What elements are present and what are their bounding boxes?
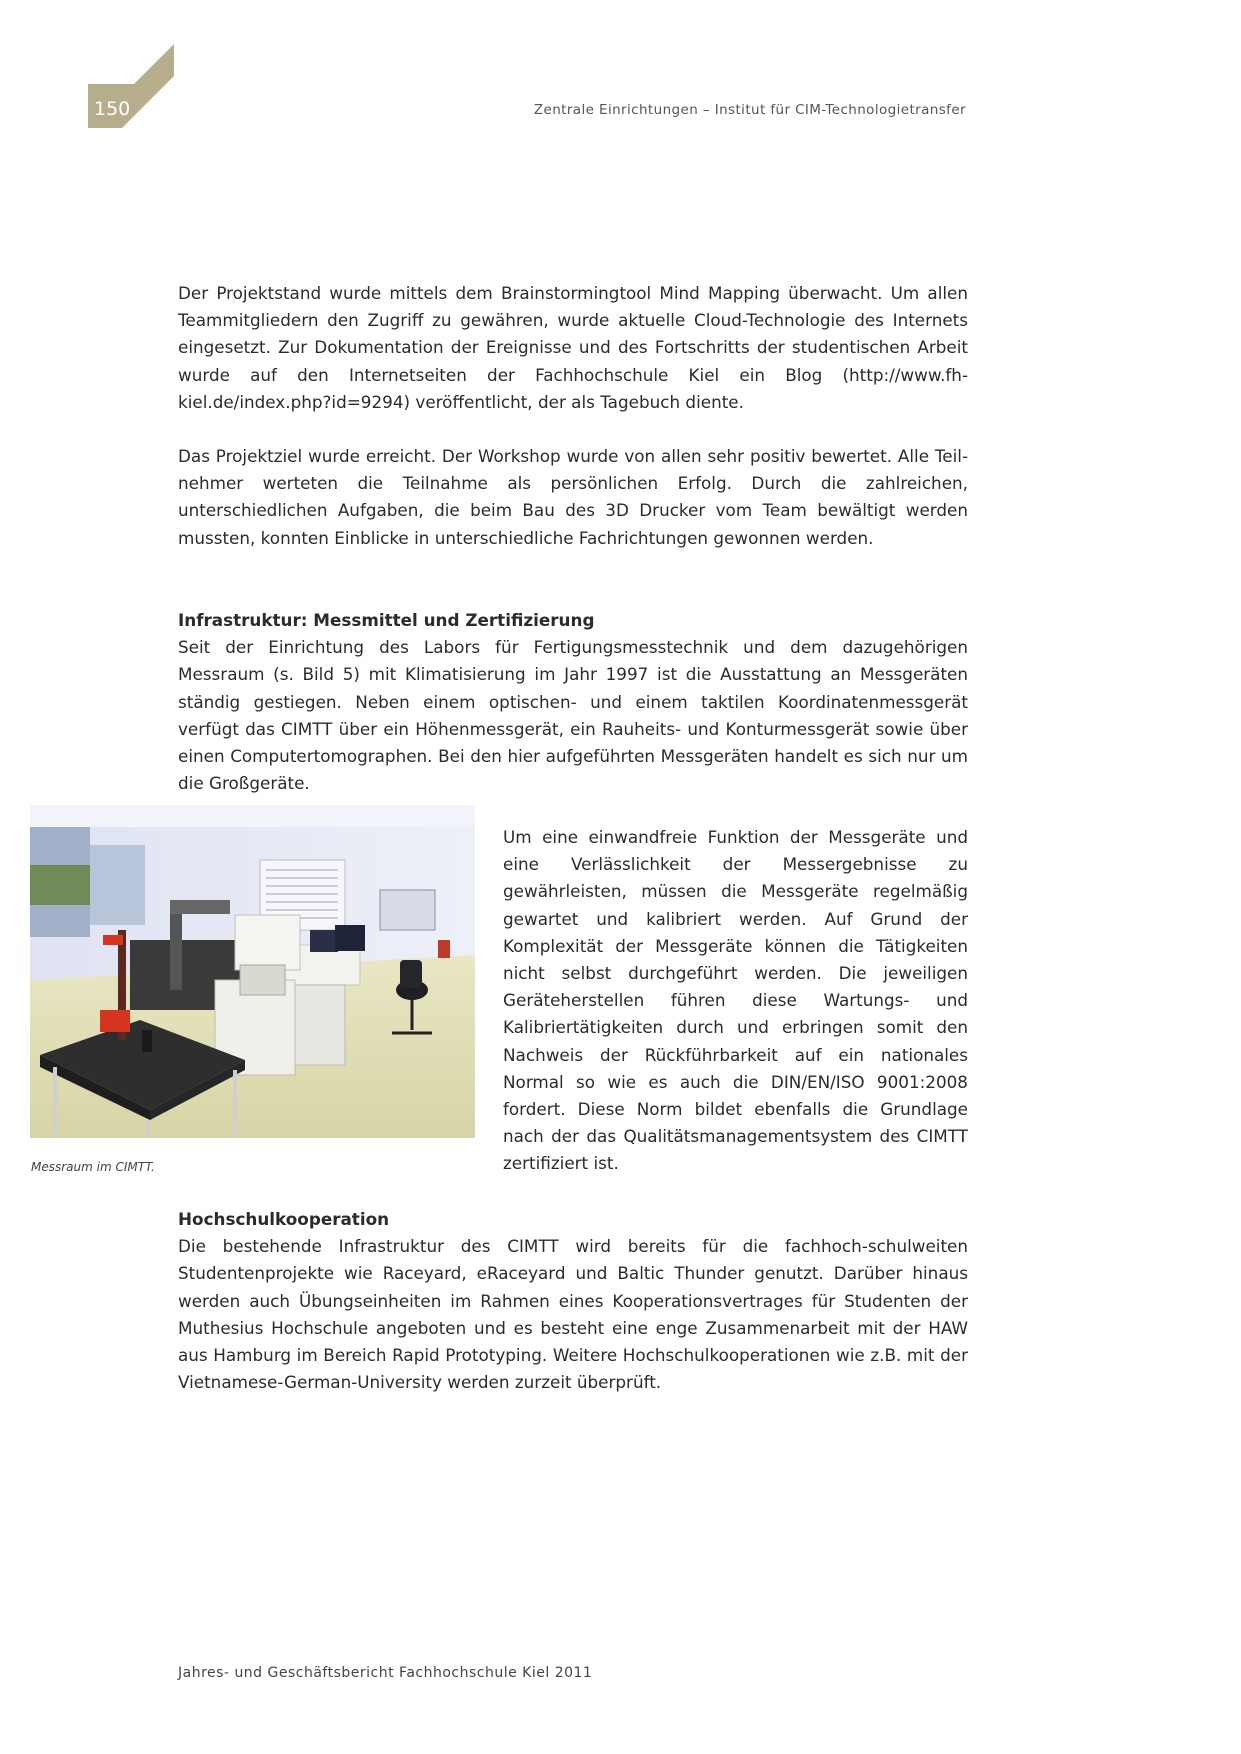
section-heading: Infrastruktur: Messmittel und Zertifizierung bbox=[178, 610, 595, 630]
paragraph-text: Das Projektziel wurde erreicht. Der Workshop wurde von allen sehr positiv bewertet. Alle Teilnehmer werteten die Teilnahme als persönlichen Erfolg. Durch die zahlreichen, unterschiedlichen Aufgaben, die beim Bau des 3D Drucker vom Team bewältigt werden mussten, konnten Einblicke in unterschiedliche Fachrichtungen gewonnen werden. bbox=[178, 446, 968, 548]
paragraph-project-goal bbox=[178, 443, 968, 552]
page-number: 150 bbox=[94, 98, 131, 120]
measuring-room-photo bbox=[30, 805, 475, 1138]
section-hochschulkooperation bbox=[178, 1206, 968, 1396]
section-body: Die bestehende Infrastruktur des CIMTT wird bereits für die fachhoch-schulweiten Studentenprojekte wie Raceyard, eRaceyard und Baltic Thunder genutzt. Darüber hinaus werden auch Übungseinheiten im Rahmen eines Kooperationsvertrages für Studenten der Muthesius Hochschule angeboten und es besteht eine enge Zusammenarbeit mit der HAW aus Hamburg im Bereich Rapid Prototyping. Weitere Hochschulkooperationen wie z.B. mit der Vietnamese-German-University werden zurzeit überprüft. bbox=[178, 1236, 968, 1393]
section-infrastruktur bbox=[178, 607, 968, 797]
photo-caption: Messraum im CIMTT. bbox=[31, 1160, 155, 1174]
section-body: Seit der Einrichtung des Labors für Fertigungsmesstechnik und dem dazugehörigen Messraum (s. Bild 5) mit Klimatisierung im Jahr 1997 ist die Ausstattung an Messgeräten ständig gestiegen. Neben einem optischen- und einem taktilen Koordinatenmessgerät verfügt das CIMTT über ein Höhenmessgerät, ein Rauheits- und Konturmessgerät sowie über einen Computertomographen. Bei den hier aufgeführten Messgeräten handelt es sich nur um die Großgeräte. bbox=[178, 637, 968, 794]
running-header: Zentrale Einrichtungen – Institut für CIM-Technologietransfer bbox=[533, 102, 966, 118]
paragraph-project-status bbox=[178, 280, 968, 416]
page-footer: Jahres- und Geschäftsbericht Fachhochschule Kiel 2011 bbox=[178, 1665, 593, 1681]
section-heading: Hochschulkooperation bbox=[178, 1209, 390, 1229]
paragraph-text: Um eine einwandfreie Funktion der Messgeräte und eine Verlässlichkeit der Messergebnisse zu gewährleisten, müssen die Messgeräte regelmäßig gewartet und kalibriert werden. Auf Grund der Komplexität der Messgeräte können die Tätigkeiten nicht selbst durchgeführt werden. Die jeweiligen Geräteherstellen führen diese Wartungs- und Kalibriertätigkeiten durch und erbringen somit den Nachweis der Rückführbarkeit auf ein nationales Normal so wie es auch die DIN/EN/ISO 9001:2008 fordert. Diese Norm bildet ebenfalls die Grundlage nach der das Qualitätsmanagementsystem des CIMTT zertifiziert ist. bbox=[503, 827, 968, 1174]
side-paragraph-calibration bbox=[503, 824, 968, 1178]
paragraph-text: Der Projektstand wurde mittels dem Brainstormingtool Mind Mapping überwacht. Um allen Teammitgliedern den Zugriff zu gewähren, wurde aktuelle Cloud-Technologie des Internets eingesetzt. Zur Dokumentation der Ereignisse und des Fortschritts der studentischen Arbeit wurde auf den Internetseiten der Fachhochschule Kiel ein Blog (http://www.fh-kiel.de/index.php?id=9294) veröffentlicht, der als Tagebuch diente. bbox=[178, 283, 968, 412]
